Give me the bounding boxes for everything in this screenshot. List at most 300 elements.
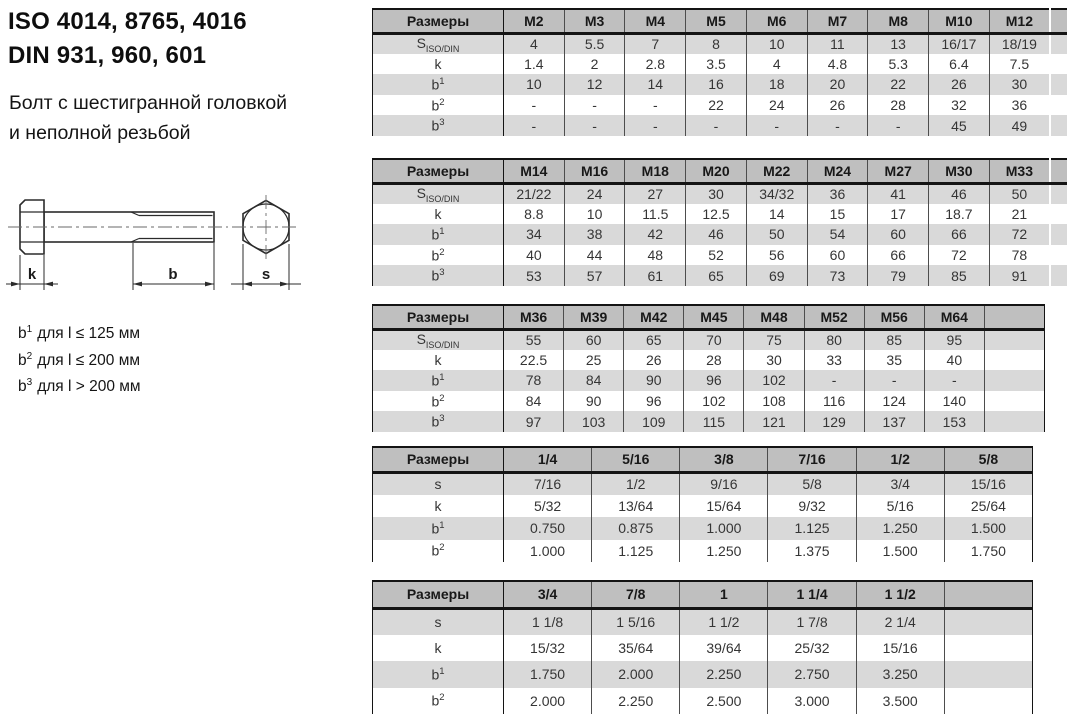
footnote-b2 [18,346,141,373]
size-column-header [984,305,1044,329]
dimension-row [373,608,1033,635]
dimension-value-cell: 1.500 [944,517,1032,540]
dimension-value-cell: 34/32 [746,183,807,204]
dimension-value-cell: 9/32 [768,495,856,518]
dimension-value-cell: 18/19 [989,33,1050,54]
row-label-cell: $b^1$ [373,370,504,391]
dimension-value-cell: 35/64 [592,635,680,662]
dimension-value-cell: 22 [686,95,747,116]
dimension-row [373,54,1067,75]
dimension-value-cell: 90 [624,370,684,391]
dimension-value-cell: 4 [529,36,538,53]
size-column-header: 1/2 [856,447,944,472]
dimension-row [373,411,1045,432]
dimension-value-cell: 91 [989,265,1050,286]
size-column-header: M20 [686,159,747,183]
size-column-header: M5 [686,9,747,33]
dimension-label-s: s [261,266,271,283]
dimension-value-cell: 78 [525,372,542,389]
dimension-value-cell: 1.000 [680,517,768,540]
sliver-cell [1050,245,1067,266]
dimension-value-cell: 5.5 [564,33,625,54]
size-column-header: M10 [929,9,990,33]
size-column-header: M7 [807,9,868,33]
dimension-value-cell: 44 [564,245,625,266]
dimension-value-cell: 2.750 [768,661,856,688]
dimension-value-cell [944,635,1032,662]
dimension-value-cell: 109 [624,411,684,432]
metric-table-m36-m64 [372,304,1045,432]
dimension-value-cell: 3.250 [856,661,944,688]
size-column-header: 1 [680,581,768,608]
dimension-value-cell: 25/64 [944,495,1032,518]
table-header-row [373,581,1033,608]
dimension-value-cell: - [625,95,686,116]
dimension-value-cell: 22.5 [519,351,548,368]
dimension-value-cell: 26 [624,350,684,371]
dimension-row [373,472,1033,495]
size-column-header: M64 [924,305,984,329]
dimension-value-cell: 73 [807,265,868,286]
row-label-cell: $b^3$ [373,411,504,432]
dimension-value-cell: 140 [924,391,984,412]
footnote-symbol: b [18,351,27,369]
dimension-value-cell: 30 [744,350,804,371]
dimension-row [373,33,1067,54]
dimension-value-cell: - [686,115,747,136]
dimension-value-cell: 60 [868,224,929,245]
dimension-value-cell: - [864,370,924,391]
dimension-value-cell: 1 5/16 [592,608,680,635]
sliver-cell [1050,33,1067,54]
sizes-header-cell: Размеры [373,305,504,329]
dimension-value-cell: 50 [746,224,807,245]
dimension-value-cell [984,350,1044,371]
dimension-value-cell: 15/16 [944,472,1032,495]
dimension-value-cell: 9/16 [680,472,768,495]
size-column-header: M27 [868,159,929,183]
size-column-header: M16 [564,159,625,183]
dimension-tables [372,0,1067,720]
dimension-row [373,635,1033,662]
sliver-cell [1050,115,1067,136]
size-column-header [944,581,1032,608]
footnote-symbol: b [18,325,27,343]
left-panel [0,0,372,720]
sizes-header-cell: Размеры [373,9,504,33]
dimension-value-cell: 21/22 [516,186,552,203]
standards-title [8,5,247,73]
dimension-value-cell: 90 [564,391,624,412]
dimension-value-cell: 103 [564,411,624,432]
sizes-header-cell: Размеры [373,447,504,472]
size-column-header: M14 [504,159,565,183]
row-label-cell: $b^1$ [373,74,504,95]
dimension-value-cell: 38 [564,224,625,245]
dimension-value-cell: 20 [807,74,868,95]
dimension-value-cell: 46 [686,224,747,245]
sizes-header-cell: Размеры [373,581,504,608]
dimension-value-cell: 8 [686,33,747,54]
size-column-header: M12 [989,9,1050,33]
size-column-header: M2 [504,9,565,33]
footnote-text: для l > 200 мм [37,378,141,396]
dimension-value-cell: 39/64 [680,635,768,662]
sliver-cell [1050,54,1067,75]
sliver-cell [1050,265,1067,286]
inch-table-1-4-to-5-8 [372,446,1033,562]
footnote-text: для l ≤ 125 мм [37,325,141,343]
dimension-value-cell: 115 [684,411,744,432]
dimension-row [373,204,1067,225]
dimension-b [133,243,214,290]
dimension-row [373,224,1067,245]
dimension-value-cell: 4.8 [807,54,868,75]
dimension-value-cell: 24 [564,183,625,204]
sizes-header-cell: Размеры [373,159,504,183]
dimension-value-cell: 10 [746,33,807,54]
dimension-value-cell: 1.4 [524,55,544,72]
dimension-value-cell: 52 [686,245,747,266]
dimension-value-cell: 124 [864,391,924,412]
bolt-drawing-svg [2,184,314,302]
footnotes [18,319,141,399]
dimension-value-cell: 69 [746,265,807,286]
size-column-header: M4 [625,9,686,33]
row-label-cell: $b^1$ [373,224,504,245]
dimension-value-cell: - [924,370,984,391]
dimension-row [373,95,1067,116]
dimension-value-cell [984,329,1044,350]
metric-table-m14-m33 [372,158,1067,286]
table-header-row [373,305,1045,329]
dimension-value-cell: 1 1/2 [680,608,768,635]
dimension-value-cell: 3.5 [686,54,747,75]
description-line-1: Болт с шестигранной головкой [9,92,288,114]
dimension-value-cell [944,688,1032,715]
row-label-cell: $b^1$ [373,517,504,540]
dimension-value-cell: 15/64 [680,495,768,518]
dimension-value-cell: 34 [526,226,542,243]
dimension-value-cell: 18 [746,74,807,95]
dimension-value-cell: 26 [807,95,868,116]
dimension-row [373,115,1067,136]
arrowhead [44,282,53,287]
inch-table-3-4-to-1-1-2 [372,580,1033,714]
dimension-value-cell: 10 [564,204,625,225]
footnote-superscript: 1 [26,324,33,335]
row-label-cell: $b^2$ [373,245,504,266]
dimension-value-cell: 0.750 [530,520,566,537]
dimension-value-cell: 14 [746,204,807,225]
dimension-value-cell: 121 [744,411,804,432]
dimension-value-cell: 46 [929,183,990,204]
footnote-b1 [18,319,141,346]
dimension-value-cell: 22 [868,74,929,95]
dimension-value-cell: 60 [564,329,624,350]
dimension-value-cell: 80 [804,329,864,350]
dimension-value-cell: 60 [807,245,868,266]
dimension-value-cell: 3.500 [856,688,944,715]
dimension-value-cell: 75 [744,329,804,350]
table-header-row [373,159,1067,183]
dimension-row [373,495,1033,518]
dimension-value-cell: 1.125 [768,517,856,540]
dimension-value-cell: 0.875 [592,517,680,540]
dimension-value-cell: 72 [929,245,990,266]
iso-standards-line: ISO 4014, 8765, 4016 [8,8,247,35]
footnote-text: для l ≤ 200 мм [37,351,141,369]
row-label-cell: $b^2$ [373,95,504,116]
size-column-header: M30 [929,159,990,183]
arrowhead [205,282,214,287]
din-standards-line: DIN 931, 960, 601 [8,42,207,69]
dimension-value-cell: 6.4 [929,54,990,75]
dimension-value-cell: 1 7/8 [768,608,856,635]
arrowhead [11,282,20,287]
dimension-value-cell: 10 [526,76,542,93]
row-label-cell: $b^1$ [373,661,504,688]
dimension-value-cell: 32 [929,95,990,116]
size-column-header: 3/4 [504,581,592,608]
dimension-value-cell: 108 [744,391,804,412]
dimension-value-cell: 21 [989,204,1050,225]
dimension-value-cell: 40 [924,350,984,371]
dimension-value-cell: 65 [686,265,747,286]
footnote-b3 [18,372,141,399]
row-label-cell: k [373,635,504,662]
dimension-value-cell: 54 [807,224,868,245]
dimension-value-cell: 53 [526,267,542,284]
dimension-value-cell: 49 [989,115,1050,136]
dimension-value-cell: 28 [684,350,744,371]
size-column-header: M18 [625,159,686,183]
dimension-value-cell: 5/8 [768,472,856,495]
dimension-value-cell: 11 [807,33,868,54]
dimension-value-cell: 27 [625,183,686,204]
dimension-value-cell: - [564,95,625,116]
arrowhead [280,282,289,287]
dimension-row [373,688,1033,715]
dimension-value-cell: 1.375 [768,540,856,563]
dimension-value-cell: - [804,370,864,391]
footnote-superscript: 3 [26,377,33,389]
dimension-value-cell: 66 [868,245,929,266]
dimension-row [373,540,1033,563]
product-description [9,88,287,148]
dimension-value-cell: - [564,115,625,136]
dimension-value-cell: 2.250 [592,688,680,715]
dimension-value-cell: 17 [868,204,929,225]
dimension-row [373,350,1045,371]
dimension-value-cell: 2.8 [625,54,686,75]
dimension-value-cell [944,661,1032,688]
dimension-value-cell: 2.000 [530,692,566,709]
dimension-value-cell: 45 [929,115,990,136]
size-column-header: M52 [804,305,864,329]
sliver-cell [1050,9,1067,33]
dimension-value-cell: 72 [989,224,1050,245]
dimension-row [373,329,1045,350]
dimension-value-cell: 13/64 [592,495,680,518]
size-column-header: 5/8 [944,447,1032,472]
dimension-value-cell: 36 [807,183,868,204]
sliver-cell [1050,183,1067,204]
dimension-value-cell: - [746,115,807,136]
dimension-value-cell: 12.5 [686,204,747,225]
dimension-label-b: b [168,266,178,283]
dimension-value-cell: 5/32 [533,497,562,514]
dimension-row [373,661,1033,688]
dimension-value-cell: 2.250 [680,661,768,688]
dimension-value-cell: 137 [864,411,924,432]
dimension-value-cell: 30 [686,183,747,204]
dimension-value-cell: 7 [625,33,686,54]
dimension-value-cell: 79 [868,265,929,286]
dimension-value-cell [984,391,1044,412]
dimension-value-cell: 96 [624,391,684,412]
row-label-cell: $b^3$ [373,265,504,286]
dimension-value-cell: 1.125 [592,540,680,563]
dimension-value-cell: 25 [564,350,624,371]
dimension-value-cell: 1/2 [592,472,680,495]
dimension-value-cell: - [531,117,537,134]
footnote-symbol: b [18,378,27,396]
dimension-value-cell: 28 [868,95,929,116]
dimension-value-cell: 97 [525,413,542,430]
dimension-value-cell: 56 [746,245,807,266]
dimension-value-cell: 26 [929,74,990,95]
dimension-value-cell: 1.250 [680,540,768,563]
bolt-technical-drawing [2,184,314,302]
dimension-value-cell: 33 [804,350,864,371]
sliver-cell [1050,159,1067,183]
footnote-superscript: 2 [26,350,33,362]
dimension-value-cell: 116 [804,391,864,412]
dimension-value-cell: 1.750 [944,540,1032,563]
dimension-value-cell: 1.500 [856,540,944,563]
dimension-value-cell: 12 [564,74,625,95]
description-line-2: и неполной резьбой [9,122,191,144]
size-column-header: 1 1/4 [768,581,856,608]
row-label-cell: $S_{ISO/DIN}$ [373,183,504,204]
sliver-cell [1050,74,1067,95]
dimension-value-cell: 5/16 [856,495,944,518]
dimension-value-cell: 1.750 [530,666,566,683]
row-label-cell: $b^2$ [373,540,504,563]
row-label-cell: s [373,608,504,635]
size-column-header: 7/16 [768,447,856,472]
dimension-value-cell: 3/4 [856,472,944,495]
size-column-header: 5/16 [592,447,680,472]
dimension-row [373,245,1067,266]
size-column-header: M33 [989,159,1050,183]
dimension-value-cell: 96 [684,370,744,391]
dimension-value-cell: 95 [924,329,984,350]
row-label-cell: s [373,472,504,495]
dimension-value-cell: 15/32 [530,639,566,656]
metric-table-m2-m12 [372,8,1067,136]
dimension-value-cell: 42 [625,224,686,245]
dimension-value-cell: 2 1/4 [856,608,944,635]
dimension-value-cell: 16/17 [929,33,990,54]
row-label-cell: k [373,54,504,75]
table-header-row [373,447,1033,472]
size-column-header: M24 [807,159,868,183]
dimension-value-cell: 24 [746,95,807,116]
dimension-value-cell: 61 [625,265,686,286]
dimension-value-cell: 13 [868,33,929,54]
dimension-value-cell: 129 [804,411,864,432]
row-label-cell: $S_{ISO/DIN}$ [373,329,504,350]
dimension-value-cell: 7.5 [989,54,1050,75]
size-column-header: M42 [624,305,684,329]
dimension-value-cell: 2.500 [680,688,768,715]
row-label-cell: $b^3$ [373,115,504,136]
size-column-header: M6 [746,9,807,33]
dimension-value-cell: 57 [564,265,625,286]
dimension-label-k: k [27,266,37,283]
dimension-value-cell: 11.5 [625,204,686,225]
dimension-value-cell: 18.7 [929,204,990,225]
dimension-value-cell: 8.8 [524,205,544,222]
dimension-value-cell: 7/16 [533,476,562,492]
dimension-value-cell: 85 [864,329,924,350]
dimension-value-cell: 70 [684,329,744,350]
size-column-header: 3/8 [680,447,768,472]
dimension-value-cell: 14 [625,74,686,95]
dimension-value-cell: 16 [686,74,747,95]
dimension-row [373,183,1067,204]
dimension-value-cell: 25/32 [768,635,856,662]
dimension-value-cell: 50 [989,183,1050,204]
size-column-header: M48 [744,305,804,329]
dimension-value-cell: - [807,115,868,136]
dimension-value-cell: 48 [625,245,686,266]
dimension-row [373,74,1067,95]
size-column-header: 1/4 [504,447,592,472]
dimension-value-cell: 30 [989,74,1050,95]
dimension-row [373,391,1045,412]
dimension-value-cell: 66 [929,224,990,245]
dimension-value-cell [984,411,1044,432]
dimension-value-cell: 84 [564,370,624,391]
size-column-header: M45 [684,305,744,329]
row-label-cell: k [373,350,504,371]
dimension-value-cell: 3.000 [768,688,856,715]
row-label-cell: $b^2$ [373,391,504,412]
dimension-value-cell: 36 [989,95,1050,116]
dimension-value-cell: 35 [864,350,924,371]
dimension-value-cell [984,370,1044,391]
sliver-cell [1050,95,1067,116]
dimension-value-cell: 40 [526,247,542,264]
dimension-value-cell: 5.3 [868,54,929,75]
size-column-header: 7/8 [592,581,680,608]
dimension-value-cell: 1.000 [530,542,566,559]
size-column-header: M56 [864,305,924,329]
dimension-value-cell: 1.250 [856,517,944,540]
size-column-header: M22 [746,159,807,183]
row-label-cell: $b^2$ [373,688,504,715]
table-header-row [373,9,1067,33]
dimension-value-cell: 102 [744,370,804,391]
dimension-row [373,517,1033,540]
size-column-header: M3 [564,9,625,33]
size-column-header: M36 [504,305,564,329]
dimension-value-cell: 4 [746,54,807,75]
dimension-value-cell: 85 [929,265,990,286]
